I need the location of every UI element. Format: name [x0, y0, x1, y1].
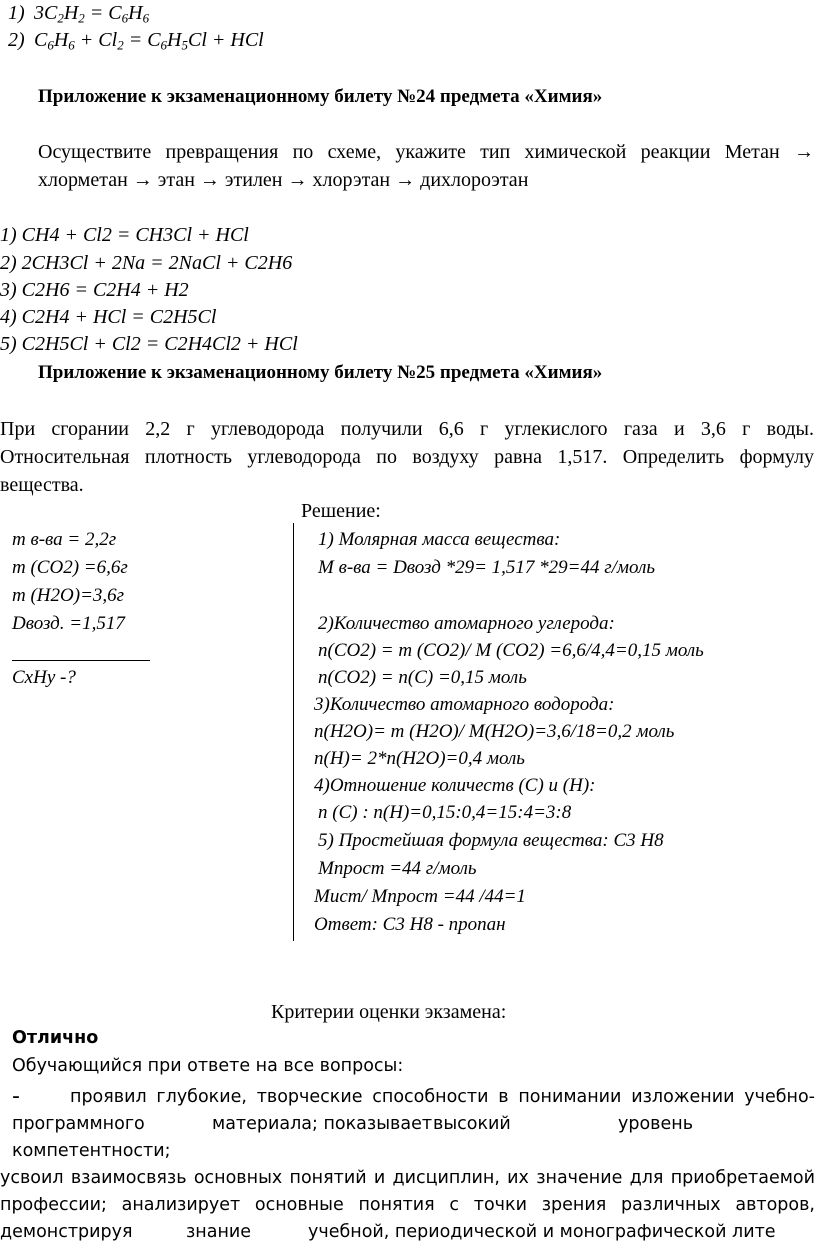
step-1: 1) Молярная масса вещества: — [318, 529, 561, 550]
step-14: Ответ: C3 H8 - пропан — [314, 914, 506, 935]
ticket25-problem-line2: Относительная плотность углеводорода по воздуху равна 1,517. Определить формулу — [0, 446, 814, 468]
step-12: Mпрост =44 г/моль — [318, 858, 477, 879]
ticket24-reaction-3: 3) C2H6 = C2H4 + H2 — [0, 279, 189, 301]
criteria-para-line1: усвоил взаимосвязь основных понятий и дисциплин, их значение для приобретаемой — [0, 1168, 815, 1188]
solution-title: Решение: — [301, 500, 381, 522]
criteria-title: Критерии оценки экзамена: — [271, 1001, 507, 1023]
step-5: n(CO2) = n(C) =0,15 моль — [318, 667, 527, 688]
step-4: n(CO2) = m (CO2)/ M (CO2) =6,6/4,4=0,15 моль — [318, 640, 704, 661]
ticket25-problem-line1: При сгорании 2,2 г углеводорода получили 6,6 г углекислого газа и 3,6 г воды. — [0, 418, 814, 440]
solution-separator — [293, 523, 294, 941]
ticket24-task-line2: хлорметан → этан → этилен → хлорэтан → дихлороэтан — [38, 169, 529, 191]
criteria-bullet-mark: - — [12, 1084, 20, 1109]
ticket25-problem-line3: вещества. — [0, 474, 84, 496]
ticket24-reaction-2: 2) 2CH3Cl + 2Na = 2NaCl + C2H6 — [0, 252, 293, 274]
ticket24-reaction-4: 4) C2H4 + HCl = C2H5Cl — [0, 306, 217, 328]
find-unknown: CxHy -? — [12, 667, 76, 688]
given-3: m (H2O)=3,6г — [12, 585, 125, 606]
ticket24-task-line1: Осуществите превращения по схеме, укажите тип химической реакции Метан → — [38, 141, 814, 163]
criteria-bullet-line1: проявил глубокие, творческие способности в понимании изложении учебно- — [70, 1087, 815, 1107]
reaction-1: 1) $3C_2H_2 = C_6H_6$ — [8, 2, 150, 26]
reaction-2: 2) $C_6H_6 + Cl_2 = C_6H_5Cl$ + HCl — [8, 29, 264, 53]
step-2: M в-ва = Dвозд *29= 1,517 *29=44 г/моль — [318, 557, 655, 578]
ticket24-reaction-5: 5) C2H5Cl + Cl2 = C2H4Cl2 + HCl — [0, 333, 298, 355]
ticket24-reaction-1: 1) CH4 + Cl2 = CH3Cl + HCl — [0, 224, 249, 246]
step-8: n(H)= 2*n(H2O)=0,4 моль — [314, 748, 525, 769]
given-2: m (CO2) =6,6г — [12, 557, 128, 578]
step-11: 5) Простейшая формула вещества: C3 H8 — [318, 830, 664, 851]
given-1: m в-ва = 2,2г — [12, 529, 117, 550]
step-13: Mист/ Mпрост =44 /44=1 — [314, 886, 526, 907]
criteria-para-line2: профессии; анализирует основные понятия с точки зрения различных авторов, — [0, 1195, 815, 1215]
given-divider — [12, 660, 150, 661]
step-7: n(H2O)= m (H2O)/ M(H2O)=3,6/18=0,2 моль — [314, 721, 675, 742]
step-10: n (C) : n(H)=0,15:0,4=15:4=3:8 — [318, 802, 572, 823]
step-9: 4)Отношение количеств (C) и (H): — [314, 775, 596, 796]
step-3: 2)Количество атомарного углерода: — [318, 613, 615, 634]
ticket24-heading: Приложение к экзаменационному билету №24 предмета «Химия» — [38, 86, 603, 107]
criteria-grade: Отлично — [12, 1028, 99, 1048]
criteria-bullet-line3: компетентности; — [12, 1141, 171, 1161]
ticket25-heading: Приложение к экзаменационному билету №25 предмета «Химия» — [38, 362, 603, 383]
given-4: Dвозд. =1,517 — [12, 613, 125, 634]
step-6: 3)Количество атомарного водорода: — [314, 694, 615, 715]
criteria-intro: Обучающийся при ответе на все вопросы: — [12, 1056, 404, 1076]
